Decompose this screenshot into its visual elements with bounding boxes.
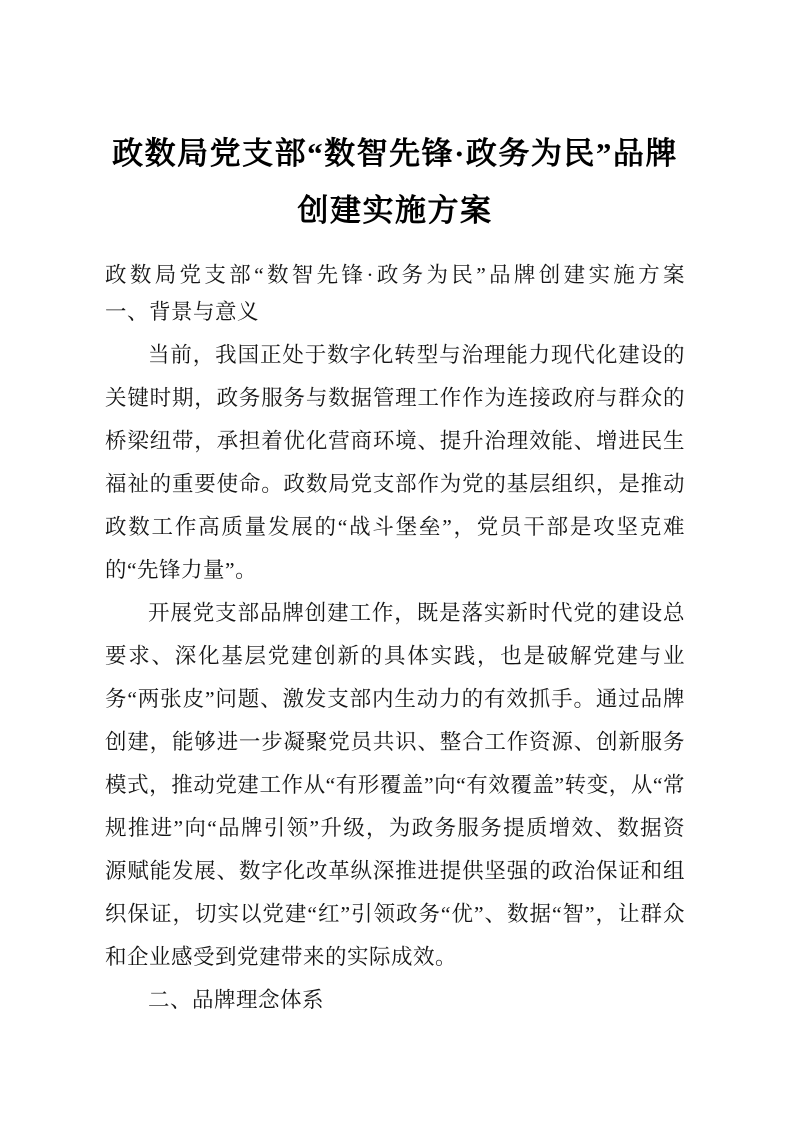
paragraph-section-two-heading: 二、品牌理念体系 <box>148 988 325 1012</box>
document-title-line-2: 创建实施方案 <box>297 193 493 228</box>
paragraph-background: 当前，我国正处于数字化转型与治理能力现代化建设的关键时期，政务服务与数据管理工作作为连接政府与群众的桥梁纽带，承担着优化营商环境、提升治理效能、增进民生福祉的重要使命。政数局党支部作为党的基层组织，是推动政数工作高质量发展的“战斗堡垒”，党员干部是攻坚克难的“先锋力量”。 <box>105 343 685 582</box>
document-title <box>105 125 685 239</box>
document-title-line-1: 政数局党支部“数智先锋·政务为民”品牌 <box>112 136 678 171</box>
paragraph-significance: 开展党支部品牌创建工作，既是落实新时代党的建设总要求、深化基层党建创新的具体实践，也是破解党建与业务“两张皮”问题、激发支部内生动力的有效抓手。通过品牌创建，能够进一步凝聚党员共识、整合工作资源、创新服务模式，推动党建工作从“有形覆盖”向“有效覆盖”转变，从“常规推进”向“品牌引领”升级，为政务服务提质增效、数据资源赋能发展、数字化改革纵深推进提供坚强的政治保证和组织保证，切实以党建“红”引领政务“优”、数据“智”，让群众和企业感受到党建带来的实际成效。 <box>105 601 685 969</box>
paragraph-lead-line: 政数局党支部“数智先锋·政务为民”品牌创建实施方案 一、背景与意义 <box>105 263 713 324</box>
